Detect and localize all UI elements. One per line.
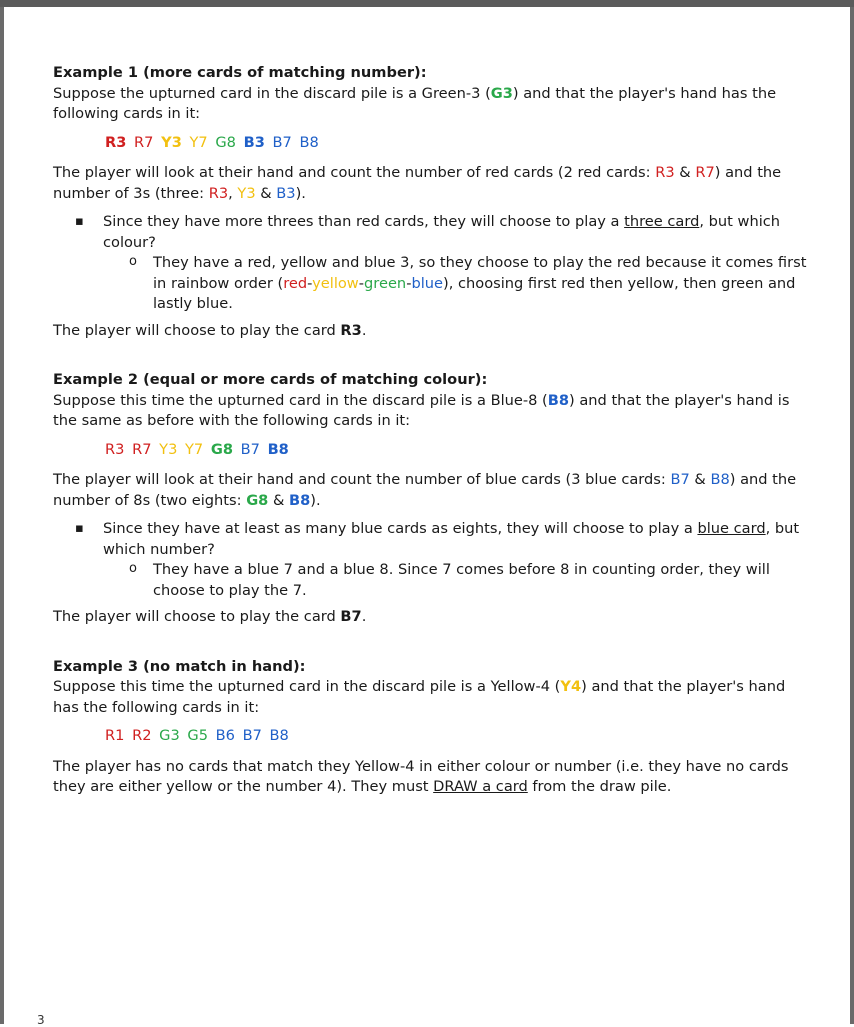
card: R2 [132, 727, 152, 744]
example-3 [53, 657, 808, 798]
bullet-item: ▪ Since they have at least as many blue cards as eights, they will choose to play a blue card, but which number? o They have a blue 7 and a blue 8. Since 7 comes before 8 in counting order, they will choose to play the 7. [103, 519, 808, 601]
card: B8 [267, 440, 289, 458]
example-2-hand [105, 440, 808, 461]
example-3-intro: Suppose this time the upturned card in the discard pile is a Yellow-4 (Y4) and that the player's hand has the following cards in it: [53, 678, 786, 716]
card: R3 [105, 133, 127, 151]
example-1-conclusion: The player will choose to play the card R3. [53, 321, 367, 339]
card: B7 [242, 727, 262, 744]
example-3-hand [105, 726, 808, 747]
card: B3 [243, 133, 265, 151]
card: Y7 [185, 440, 204, 458]
right-border [850, 7, 854, 1024]
card: R7 [134, 133, 154, 151]
example-3-heading: Example 3 (no match in hand): [53, 657, 306, 675]
example-2-intro: Suppose this time the upturned card in the discard pile is a Blue-8 (B8) and that the player's hand is the same as before with the following cards in it: [53, 391, 790, 429]
card: R1 [105, 727, 125, 744]
card: Y7 [189, 133, 208, 151]
sub-bullet-item: o They have a blue 7 and a blue 8. Since 7 comes before 8 in counting order, they will choose to play the 7. [153, 560, 808, 601]
example-3-body: The player has no cards that match they Yellow-4 in either colour or number (i.e. they have no cards they are either yellow or the number 4). They must DRAW a card from the draw pile. [53, 757, 789, 795]
card: G3 [159, 727, 180, 744]
example-1 [53, 63, 808, 341]
example-2-count: The player will look at their hand and count the number of blue cards (3 blue cards: B7 & B8) and the number of 8s (two eights: G8 & B8). [53, 471, 797, 509]
example-2 [53, 370, 808, 628]
window-top-bar [0, 0, 854, 7]
example-1-hand [105, 133, 808, 154]
sub-bullet-item: o They have a red, yellow and blue 3, so they choose to play the red because it comes first in rainbow order (red-yellow-green-blue), choosing first red then yellow, then green and lastly blue. [153, 253, 808, 315]
sub-bullets [153, 253, 808, 315]
bullet-item: ▪ Since they have more threes than red cards, they will choose to play a three card, but which colour? o They have a red, yellow and blue 3, so they choose to play the red because it comes first in rainbow order (red-yellow-green-blue), choosing first red then yellow, then green and lastly blue. [103, 212, 808, 315]
card: Y3 [161, 133, 182, 151]
card: Y3 [159, 440, 178, 458]
example-1-heading: Example 1 (more cards of matching number): [53, 64, 427, 81]
sub-bullets [153, 560, 808, 601]
card: G8 [210, 440, 233, 458]
card: R7 [132, 440, 152, 458]
example-2-conclusion: The player will choose to play the card B7. [53, 608, 367, 625]
card: G8 [215, 133, 236, 151]
card: G5 [187, 727, 208, 744]
card: B7 [240, 440, 260, 458]
example-1-count: The player will look at their hand and count the number of red cards (2 red cards: R3 & R7) and the number of 3s (three: R3, Y3 & B3). [53, 164, 782, 202]
document-page [4, 7, 850, 1024]
card: B8 [269, 727, 289, 744]
card: B8 [299, 133, 319, 151]
example-2-bullets [103, 519, 808, 601]
example-1-intro: Suppose the upturned card in the discard pile is a Green-3 (G3) and that the player's hand has the following cards in it: [53, 84, 777, 122]
example-2-heading: Example 2 (equal or more cards of matching colour): [53, 371, 488, 388]
document-content [53, 63, 808, 798]
card: R3 [105, 440, 125, 458]
page-number: 3 [37, 1013, 45, 1027]
example-1-bullets [103, 212, 808, 315]
card: B7 [272, 133, 292, 151]
card: B6 [215, 727, 235, 744]
